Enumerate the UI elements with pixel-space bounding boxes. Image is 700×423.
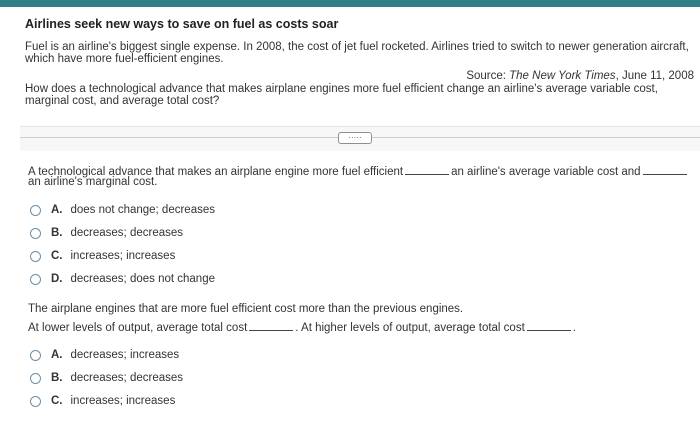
part1-prompt-b: an airline's average variable cost and — [451, 166, 641, 178]
option-letter: D. — [51, 273, 63, 285]
question-line-1: How does a technological advance that makes airplane engines more fuel efficient change an airline's average variable cost, — [25, 83, 658, 95]
option-text: decreases; does not change — [70, 273, 215, 285]
part2-line-2 — [28, 320, 576, 334]
option-text: decreases; decreases — [70, 372, 184, 384]
part1-prompt-line-2: an airline's marginal cost. — [28, 176, 158, 188]
option-letter: B. — [51, 227, 63, 239]
part1-option-d[interactable] — [30, 273, 215, 285]
part2-option-a[interactable] — [30, 349, 179, 361]
part1-blank-1[interactable] — [405, 164, 449, 175]
radio-button[interactable] — [30, 228, 41, 239]
option-letter: C. — [51, 395, 63, 407]
part2-line-1: The airplane engines that are more fuel efficient cost more than the previous engines. — [28, 303, 464, 315]
intro-line-2: which have more fuel-efficient engines. — [25, 53, 224, 65]
part2-blank-1[interactable] — [249, 320, 293, 331]
question-line-2: marginal cost, and average total cost? — [25, 95, 220, 107]
option-letter: C. — [51, 250, 63, 262]
part1-option-b[interactable] — [30, 227, 183, 239]
source-date: , June 11, 2008 — [615, 70, 694, 82]
problem-title: Airlines seek new ways to save on fuel as costs soar — [25, 17, 339, 31]
part2-prompt-b: . At higher levels of output, average total cost — [295, 322, 525, 334]
source-publication: The New York Times — [509, 70, 616, 82]
expand-more-button[interactable]: ····· — [338, 132, 372, 144]
part1-option-c[interactable] — [30, 250, 175, 262]
radio-button[interactable] — [30, 350, 41, 361]
radio-button[interactable] — [30, 251, 41, 262]
radio-button[interactable] — [30, 205, 41, 216]
top-accent-bar — [0, 0, 700, 7]
part1-option-a[interactable] — [30, 204, 215, 216]
radio-button[interactable] — [30, 274, 41, 285]
part1-prompt-a: A technological advance that makes an airplane engine more fuel efficient — [28, 166, 404, 178]
radio-button[interactable] — [30, 396, 41, 407]
intro-line-1: Fuel is an airline's biggest single expense. In 2008, the cost of jet fuel rocketed. Airlines tried to switch to newer generation aircraft, — [25, 41, 689, 53]
option-text: decreases; decreases — [70, 227, 184, 239]
part2-prompt-a: At lower levels of output, average total cost — [28, 322, 248, 334]
part1-blank-2[interactable] — [643, 164, 687, 175]
source-prefix: Source: — [466, 70, 510, 82]
part2-option-c[interactable] — [30, 395, 175, 407]
option-text: increases; increases — [70, 395, 176, 407]
option-text: increases; increases — [70, 250, 176, 262]
part2-prompt-c: . — [572, 322, 576, 334]
part2-blank-2[interactable] — [527, 320, 571, 331]
option-text: does not change; decreases — [70, 204, 215, 216]
option-letter: B. — [51, 372, 63, 384]
part2-option-b[interactable] — [30, 372, 183, 384]
source-citation — [466, 70, 694, 82]
option-letter: A. — [51, 349, 63, 361]
option-letter: A. — [51, 204, 63, 216]
option-text: decreases; increases — [70, 349, 180, 361]
radio-button[interactable] — [30, 373, 41, 384]
